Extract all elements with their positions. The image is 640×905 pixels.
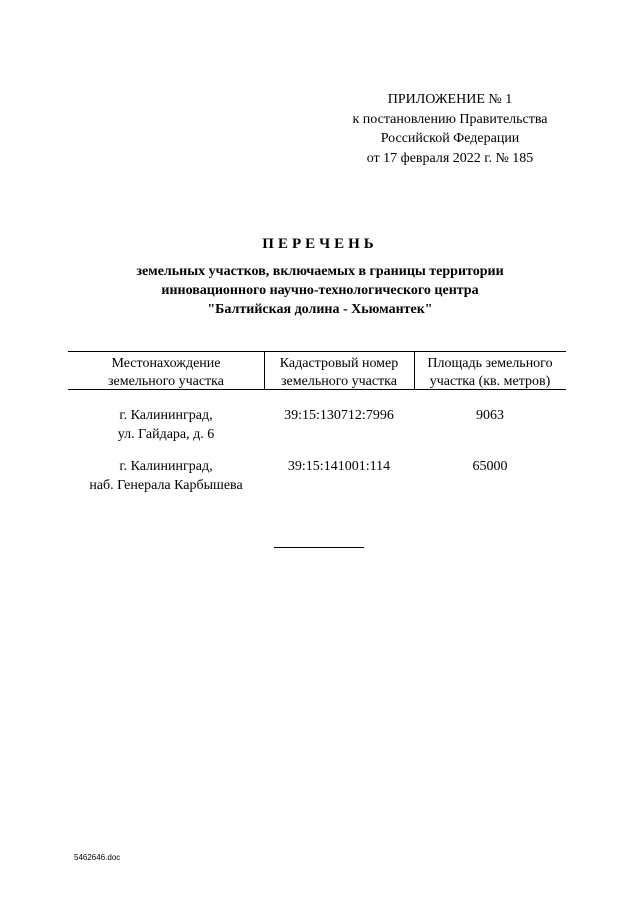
- document-title: ПЕРЕЧЕНЬ: [262, 236, 378, 252]
- appendix-date: от 17 февраля 2022 г. № 185: [366, 150, 534, 166]
- subtitle-line: земельных участков, включаемых в границы территории: [136, 264, 504, 279]
- row1-area: 9063: [476, 408, 504, 423]
- subtitle-line: инновационного научно-технологического центра: [161, 283, 479, 298]
- row2-cadastral: 39:15:141001:114: [287, 459, 391, 474]
- document-subtitle: [0, 262, 640, 319]
- file-reference: 5462646.doc: [74, 853, 121, 862]
- row1-location: г. Калининград, ул. Гайдара, д. 6: [117, 408, 215, 442]
- end-separator: [274, 547, 364, 548]
- header-area: Площадь земельного участка (кв. метров): [427, 356, 553, 389]
- appendix-government: Российской Федерации: [380, 131, 520, 146]
- table-top-rule: [68, 351, 566, 352]
- appendix-decree-ref: к постановлению Правительства: [352, 111, 548, 127]
- appendix-block: [330, 90, 570, 168]
- row1-cadastral: 39:15:130712:7996: [284, 408, 394, 423]
- subtitle-line: "Балтийская долина - Хьюмантек": [207, 302, 433, 317]
- row2-location: г. Калининград, наб. Генерала Карбышева: [89, 459, 243, 493]
- appendix-number: ПРИЛОЖЕНИЕ № 1: [387, 92, 513, 107]
- header-location: Местонахождение земельного участка: [108, 356, 224, 389]
- row2-area: 65000: [472, 459, 508, 474]
- header-cadastral: Кадастровый номер земельного участка: [279, 356, 399, 389]
